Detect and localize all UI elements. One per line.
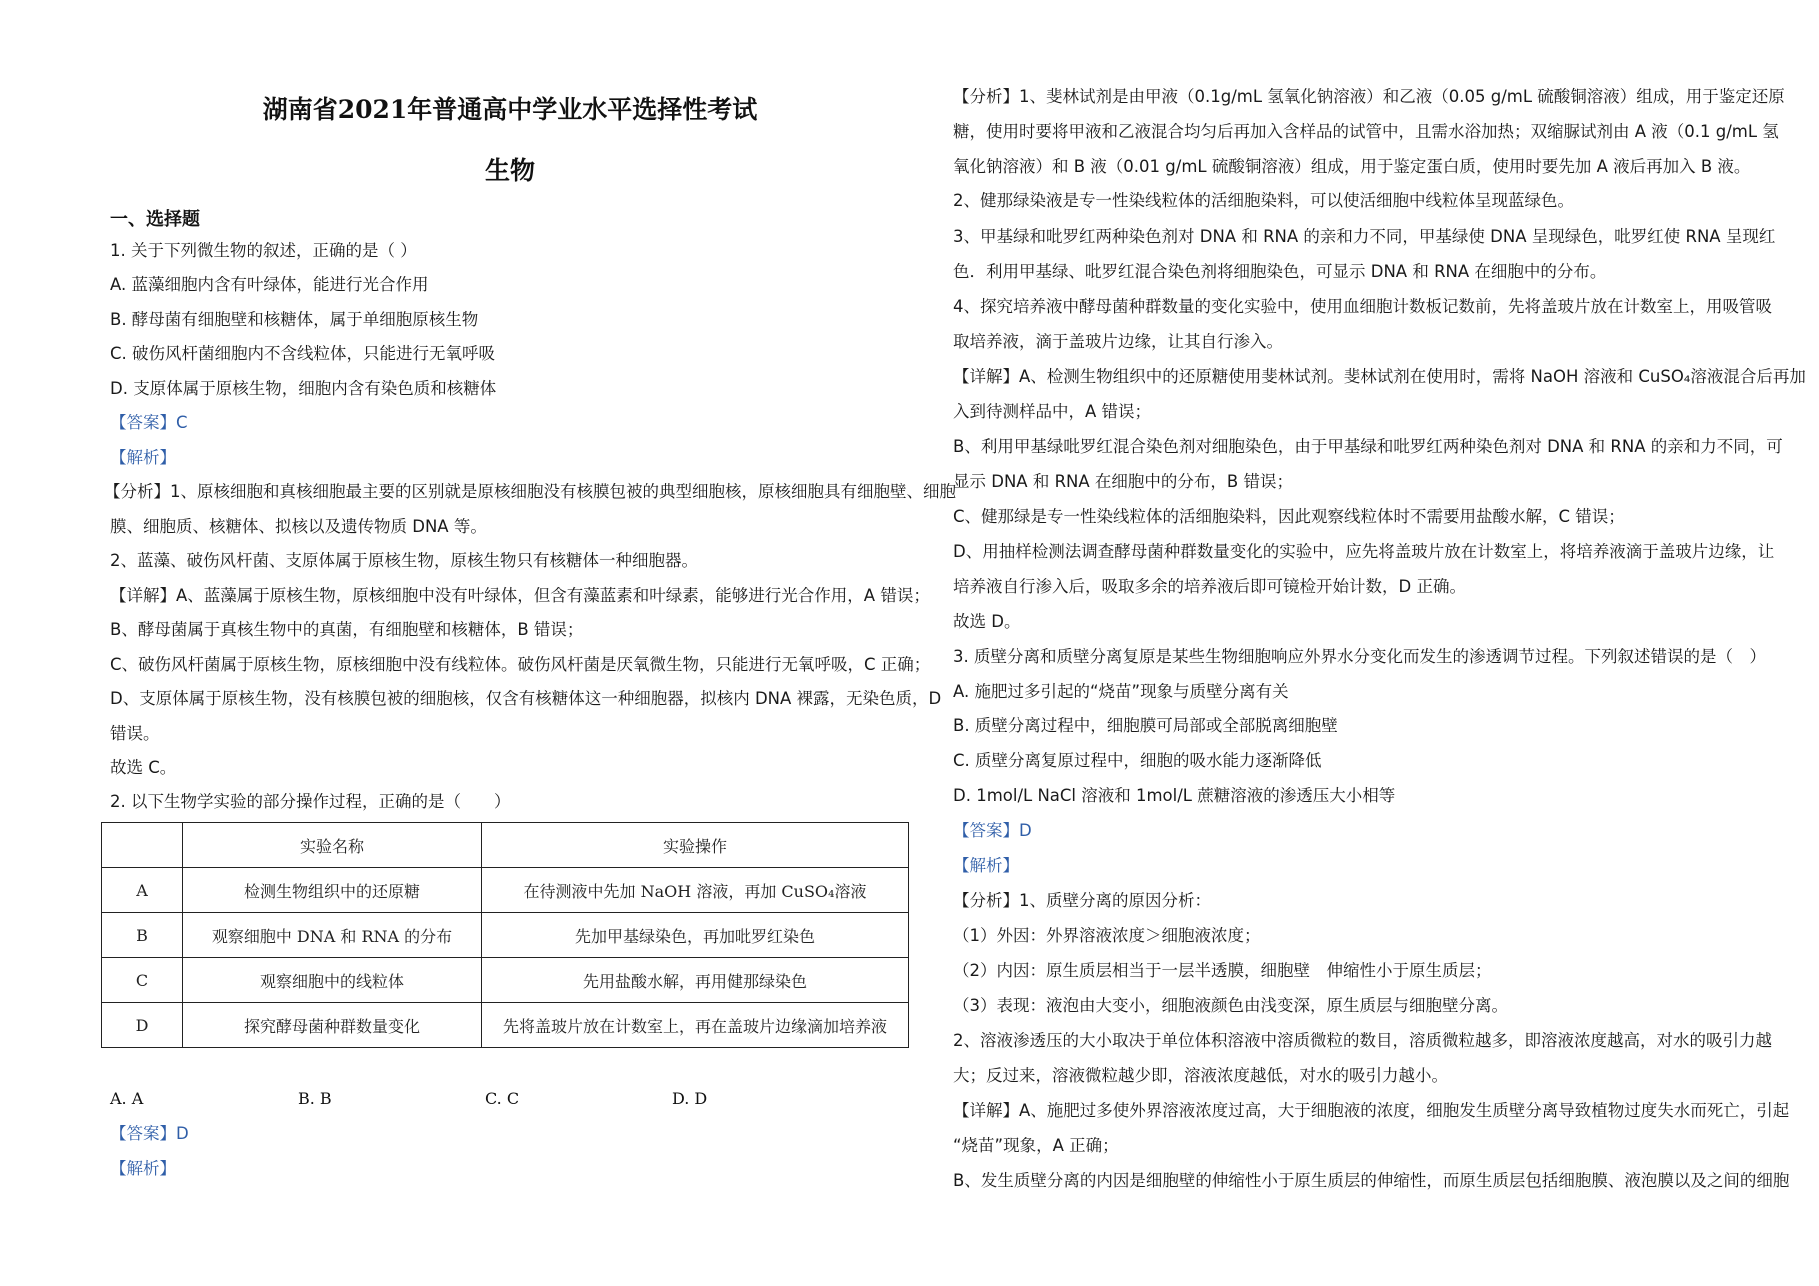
q3-line: 【详解】A、施肥过多使外界溶液浓度过高，大于细胞液的浓度，细胞发生质壁分离导致植物过度失水而死亡，引起 (953, 1101, 1790, 1120)
q2-option-a: A. A (110, 1089, 144, 1108)
table-cell: D (102, 1003, 183, 1048)
table-cell: A (102, 868, 183, 913)
q3-line: （3）表现：液泡由大变小，细胞液颜色由浅变深，原生质层与细胞壁分离。 (953, 996, 1508, 1015)
q3-line: “烧苗”现象，A 正确； (953, 1136, 1119, 1155)
q2-analysis-heading: 【解析】 (110, 1159, 176, 1178)
q1-line: 【分析】1、原核细胞和真核细胞最主要的区别就是原核细胞没有核膜包被的典型细胞核，原核细胞具有细胞壁、细胞 (104, 482, 956, 501)
table-header-cell (102, 823, 183, 868)
q1-line: 膜、细胞质、核糖体、拟核以及遗传物质 DNA 等。 (110, 517, 487, 536)
table-cell: 观察细胞中 DNA 和 RNA 的分布 (183, 913, 482, 958)
q1-line: B、酵母菌属于真核生物中的真菌，有细胞壁和核糖体，B 错误； (110, 620, 584, 639)
q2-line: 显示 DNA 和 RNA 在细胞中的分布，B 错误； (953, 472, 1293, 491)
q2-line: 培养液自行渗入后，吸取多余的培养液后即可镜检开始计数，D 正确。 (953, 577, 1466, 596)
q2-line: D、用抽样检测法调查酵母菌种群数量变化的实验中，应先将盖玻片放在计数室上，将培养液滴于盖玻片边缘，让 (953, 542, 1775, 561)
q2-line: 色．利用甲基绿、吡罗红混合染色剂将细胞染色，可显示 DNA 和 RNA 在细胞中的分布。 (953, 262, 1607, 281)
section-heading: 一、选择题 (110, 209, 200, 230)
q1-option-a: A. 蓝藻细胞内含有叶绿体，能进行光合作用 (110, 275, 429, 294)
q2-line: 3、甲基绿和吡罗红两种染色剂对 DNA 和 RNA 的亲和力不同，甲基绿使 DNA 呈现绿色，吡罗红使 RNA 呈现红 (953, 227, 1776, 246)
q2-answer: 【答案】D (110, 1124, 189, 1143)
q3-line: 2、溶液渗透压的大小取决于单位体积溶液中溶质微粒的数目，溶质微粒越多，即溶液浓度越高，对水的吸引力越 (953, 1031, 1772, 1050)
table-row (102, 958, 909, 1003)
q2-line: 糖，使用时要将甲液和乙液混合均匀后再加入含样品的试管中，且需水浴加热；双缩脲试剂由 A 液（0.1 g/mL 氢 (953, 122, 1779, 141)
q2-line: 取培养液，滴于盖玻片边缘，让其自行渗入。 (953, 332, 1283, 351)
q2-option-d: D. D (672, 1089, 708, 1108)
table-row (102, 868, 909, 913)
q1-line: 故选 C。 (110, 758, 177, 777)
table-row (102, 1003, 909, 1048)
table-cell: 探究酵母菌种群数量变化 (183, 1003, 482, 1048)
table-header-cell: 实验名称 (183, 823, 482, 868)
q1-option-c: C. 破伤风杆菌细胞内不含线粒体，只能进行无氧呼吸 (110, 344, 496, 363)
table-row (102, 913, 909, 958)
q1-line: 【详解】A、蓝藻属于原核生物，原核细胞中没有叶绿体，但含有藻蓝素和叶绿素，能够进行光合作用，A 错误； (110, 586, 930, 605)
q3-stem: 3. 质壁分离和质壁分离复原是某些生物细胞响应外界水分变化而发生的渗透调节过程。下列叙述错误的是（ ） (953, 647, 1766, 666)
q2-line: 4、探究培养液中酵母菌种群数量的变化实验中，使用血细胞计数板记数前，先将盖玻片放在计数室上，用吸管吸 (953, 297, 1772, 316)
q2-line: 入到待测样品中，A 错误； (953, 402, 1152, 421)
q1-line: C、破伤风杆菌属于原核生物，原核细胞中没有线粒体。破伤风杆菌是厌氧微生物，只能进行无氧呼吸，C 正确； (110, 655, 931, 674)
q3-option-d: D. 1mol/L NaCl 溶液和 1mol/L 蔗糖溶液的渗透压大小相等 (953, 786, 1396, 805)
q3-analysis-heading: 【解析】 (953, 856, 1019, 875)
q2-line: C、健那绿是专一性染线粒体的活细胞染料，因此观察线粒体时不需要用盐酸水解，C 错误； (953, 507, 1625, 526)
q2-line: 氧化钠溶液）和 B 液（0.01 g/mL 硫酸铜溶液）组成，用于鉴定蛋白质，使用时要先加 A 液后再加入 B 液。 (953, 157, 1751, 176)
q1-stem: 1. 关于下列微生物的叙述，正确的是（ ） (110, 241, 417, 260)
q1-answer: 【答案】C (110, 413, 188, 432)
q3-answer: 【答案】D (953, 821, 1032, 840)
table-cell: B (102, 913, 183, 958)
q2-line: 2、健那绿染液是专一性染线粒体的活细胞染料，可以使活细胞中线粒体呈现蓝绿色。 (953, 191, 1574, 210)
q2-line: 故选 D。 (953, 612, 1021, 631)
subject-title: 生物 (484, 156, 535, 185)
q1-line: 2、蓝藻、破伤风杆菌、支原体属于原核生物，原核生物只有核糖体一种细胞器。 (110, 551, 698, 570)
table-cell: 观察细胞中的线粒体 (183, 958, 482, 1003)
table-header-cell: 实验操作 (482, 823, 909, 868)
table-cell: C (102, 958, 183, 1003)
q1-analysis-heading: 【解析】 (110, 448, 176, 467)
q1-option-b: B. 酵母菌有细胞壁和核糖体，属于单细胞原核生物 (110, 310, 479, 329)
q2-option-b: B. B (298, 1089, 332, 1108)
table-cell: 先用盐酸水解，再用健那绿染色 (482, 958, 909, 1003)
q3-line: （1）外因：外界溶液浓度＞细胞液浓度； (953, 926, 1261, 945)
q3-line: B、发生质壁分离的内因是细胞壁的伸缩性小于原生质层的伸缩性，而原生质层包括细胞膜、液泡膜以及之间的细胞 (953, 1171, 1790, 1190)
experiment-table (101, 822, 909, 1048)
q2-stem: 2. 以下生物学实验的部分操作过程，正确的是（ ） (110, 792, 511, 811)
q1-line: 错误。 (110, 724, 160, 743)
q2-line: 【详解】A、检测生物组织中的还原糖使用斐林试剂。斐林试剂在使用时，需将 NaOH 溶液和 CuSO₄溶液混合后再加 (953, 367, 1806, 386)
q3-option-c: C. 质壁分离复原过程中，细胞的吸水能力逐渐降低 (953, 751, 1322, 770)
q3-line: （2）内因：原生质层相当于一层半透膜，细胞壁 伸缩性小于原生质层； (953, 961, 1492, 980)
q2-line: 【分析】1、斐林试剂是由甲液（0.1g/mL 氢氧化钠溶液）和乙液（0.05 g/mL 硫酸铜溶液）组成，用于鉴定还原 (953, 87, 1785, 106)
table-cell: 先将盖玻片放在计数室上，再在盖玻片边缘滴加培养液 (482, 1003, 909, 1048)
table-cell: 先加甲基绿染色，再加吡罗红染色 (482, 913, 909, 958)
table-cell: 在待测液中先加 NaOH 溶液，再加 CuSO₄溶液 (482, 868, 909, 913)
table-header-row (102, 823, 909, 868)
q3-option-a: A. 施肥过多引起的“烧苗”现象与质壁分离有关 (953, 682, 1289, 701)
q3-option-b: B. 质壁分离过程中，细胞膜可局部或全部脱离细胞壁 (953, 716, 1338, 735)
q1-line: D、支原体属于原核生物，没有核膜包被的细胞核，仅含有核糖体这一种细胞器，拟核内 DNA 裸露，无染色质，D (110, 689, 942, 708)
q3-line: 大；反过来，溶液微粒越少即，溶液浓度越低，对水的吸引力越小。 (953, 1066, 1448, 1085)
q2-option-c: C. C (485, 1089, 520, 1108)
table-cell: 检测生物组织中的还原糖 (183, 868, 482, 913)
q3-line: 【分析】1、质壁分离的原因分析： (953, 891, 1211, 910)
q2-line: B、利用甲基绿吡罗红混合染色剂对细胞染色，由于甲基绿和吡罗红两种染色剂对 DNA 和 RNA 的亲和力不同，可 (953, 437, 1783, 456)
exam-title: 湖南省2021年普通高中学业水平选择性考试 (262, 95, 758, 124)
q1-option-d: D. 支原体属于原核生物，细胞内含有染色质和核糖体 (110, 379, 497, 398)
